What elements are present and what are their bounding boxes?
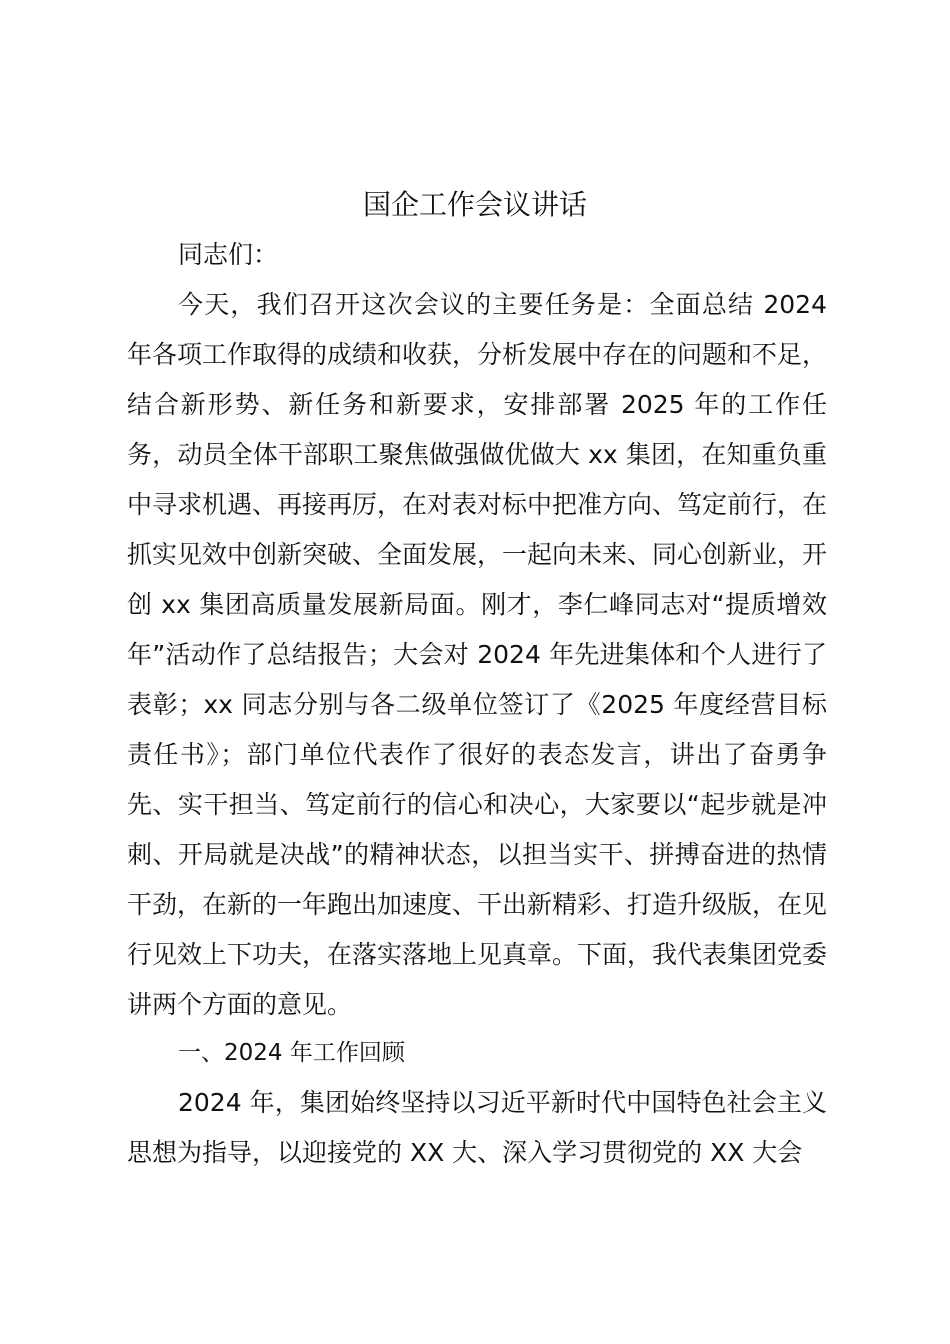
greeting: 同志们：	[178, 240, 279, 269]
paragraph-review: 2024 年，集团始终坚持以习近平新时代中国特色社会主义思想为指导，以迎接党的 XX 大、深入学习贯彻党的 XX 大会	[127, 1088, 827, 1167]
document-title: 国企工作会议讲话	[362, 188, 587, 221]
paragraph-intro: 今天，我们召开这次会议的主要任务是：全面总结 2024 年各项工作取得的成绩和收获，分析发展中存在的问题和不足，结合新形势、新任务和新要求，安排部署 2025 年的工作任务，动员全体干部职工聚焦做强做优做大 xx 集团，在知重负重中寻求机遇、再接再厉，在对表对标中把准方向、笃定前行，在抓实见效中创新突破、全面发展，一起向未来、同心创新业，开创 xx 集团高质量发展新局面。刚才，李仁峰同志对“提质增效年”活动作了总结报告；大会对 2024 年先进集体和个人进行了表彰；xx 同志分别与各二级单位签订了《2025 年度经营目标责任书》；部门单位代表作了很好的表态发言，讲出了奋勇争先、实干担当、笃定前行的信心和决心，大家要以“起步就是冲刺、开局就是决战”的精神状态，以担当实干、拼搏奋进的热情干劲，在新的一年跑出加速度、干出新精彩、打造升级版，在见行见效上下功夫，在落实落地上见真章。下面，我代表集团党委讲两个方面的意见。	[127, 290, 828, 1019]
section-heading-review: 一、2024 年工作回顾	[178, 1040, 405, 1066]
